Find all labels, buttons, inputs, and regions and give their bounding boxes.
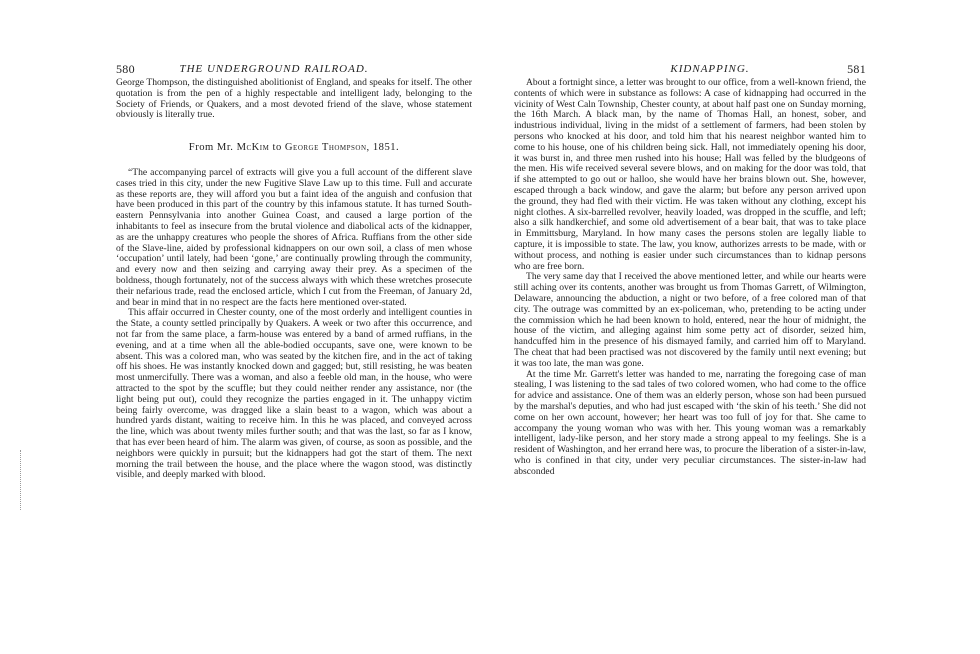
right-running-title: KIDNAPPING. xyxy=(670,63,750,75)
heading-prefix: From Mr. xyxy=(188,142,237,154)
right-page-number: 581 xyxy=(847,62,866,76)
right-running-head xyxy=(514,62,866,78)
intro-paragraph: George Thompson, the distinguished abolitionist of England, and speaks for itself. The other quotation is from the pen of a highly respectable and intelligent lady, belonging to the Society of Friends, or Quakers, and a most devoted friend of the slave, whose statement obviously is literally true. xyxy=(116,77,472,121)
heading-from: McKim xyxy=(236,142,270,154)
left-page-number: 580 xyxy=(116,62,135,76)
left-running-head xyxy=(116,62,472,78)
paragraph: About a fortnight since, a letter was brought to our office, from a well-known friend, the contents of which were in substance as follows: A case of kidnapping had occurred in the vicinity of West Caln Township, Chester county, at about half past one on Sunday morning, the 16th March. A black man, by the name of Thomas Hall, an honest, sober, and industrious individual, living in the midst of a settlement of farmers, had been stolen by persons who knocked at his door, and told him that his nearest neighbor wanted him to come to his house, one of his children being sick. Hall, not immediately opening his door, it was burst in, and three men rushed into his house; Hall was felled by the bludgeons of the men. His wife received several severe blows, and on making for the door was told, that if she attempted to go out or halloo, she would have her brains blown out. She, however, escaped through a back window, and gave the alarm; but before any person arrived upon the ground, they had fled with their victim. He was taken without any clothing, except his night clothes. A six-barrelled revolver, heavily loaded, was dropped in the scuffle, and left; also a silk handkerchief, and some old advertisement of a bear bait, that was to take place in Emmittsburg, Maryland. In how many cases the persons stolen are legally liable to capture, it is impossible to state. The law, you know, authorizes arrests to be made, with or without process, and nothing is easier under such circumstances than to kidnap persons who are free born. xyxy=(514,77,866,272)
paragraph: This affair occurred in Chester county, one of the most orderly and intelligent counties in the State, a county settled principally by Quakers. A week or two after this occurrence, and not far from the same place, a farm-house was entered by a band of armed ruffians, in the evening, and at a time when all the able-bodied occupants, save one, were known to be absent. This was a colored man, who was seated by the kitchen fire, and in the act of taking off his shoes. He was instantly knocked down and gagged; but, still resisting, he was beaten most unmercifully. There was a woman, and also a feeble old man, in the house, who were attracted to the spot by the scuffle; but they could neither render any assistance, nor (the light being put out), could they recognize the parties engaged in it. The unhappy victim being fairly overcome, was dragged like a slain beast to a wagon, which was about a hundred yards distant, waiting to receive him. In this he was placed, and conveyed across the line, which was about twenty miles further south; and that was the last, so far as I know, that has ever been heard of him. The alarm was given, of course, as soon as possible, and the neighbors were quickly in pursuit; but the kidnappers had got the start of them. The next morning the trail between the house, and the place where the wagon stood, was distinctly visible, and deeply marked with blood. xyxy=(116,307,472,481)
left-body xyxy=(116,78,472,481)
paragraph: The very same day that I received the above mentioned letter, and while our hearts were still aching over its contents, another was brought us from Thomas Garrett, of Wilmington, Delaware, announcing the abduction, a night or two before, of a free colored man of that city. The outrage was committed by an ex-policeman, who, pretending to be acting under the commission which he had been known to hold, entered, near the hour of midnight, the house of the victim, and alleging against him some petty act of disorder, seized him, handcuffed him in the presence of his dismayed family, and carried him off to Maryland. The cheat that had been practised was not discovered by the family until next evening; but it was too late, the man was gone. xyxy=(514,271,866,369)
paragraph: At the time Mr. Garrett's letter was handed to me, narrating the foregoing case of man stealing, I was listening to the sad tales of two colored women, who had come to the office for advice and assistance. One of them was an elderly person, whose son had been pursued by the marshal's deputies, and who had just escaped with ‘the skin of his teeth.’ She did not come on her own account, however; her heart was too full of joy for that. She came to accompany the young woman who was with her. This young woman was a remarkably intelligent, lady-like person, and her story made a strong appeal to my feelings. She is a resident of Washington, and her errand here was, to procure the liberation of a sister-in-law, who is confined in that city, under very peculiar circumstances. The sister-in-law had absconded xyxy=(514,368,866,477)
heading-year: , 1851. xyxy=(366,142,400,154)
left-running-title: THE UNDERGROUND RAILROAD. xyxy=(179,63,369,75)
right-body xyxy=(514,78,866,477)
heading-to: George Thompson xyxy=(284,142,367,154)
paragraph: “The accompanying parcel of extracts will give you a full account of the different slave cases tried in this city, under the new Fugitive Slave Law up to this time. Full and accurate as these reports are, they will afford you but a faint idea of the anguish and confusion that have been produced in this part of the country by this infamous statute. It has turned South-eastern Pennsylvania into another Guinea Coast, and caused a large portion of the inhabitants to feel as insecure from the brutal violence and diabolical acts of the kidnapper, as are the unhappy creatures who people the shores of Africa. Ruffians from the other side of the Slave-line, aided by professional kidnappers on our own soil, a class of men whose ‘occupation’ until lately, had been ‘gone,’ are continually prowling through the community, and every now and then seizing and carrying away their prey. As a specimen of the boldness, though fortunately, not of the success always with which these wretches prosecute their nefarious trade, read the enclosed article, which I cut from the Freeman, of January 2d, and bear in mind that in no respect are the facts here mentioned over-stated. xyxy=(116,166,472,308)
right-page xyxy=(490,0,980,654)
heading-to-word: to xyxy=(269,142,285,154)
letter-heading xyxy=(116,143,472,154)
